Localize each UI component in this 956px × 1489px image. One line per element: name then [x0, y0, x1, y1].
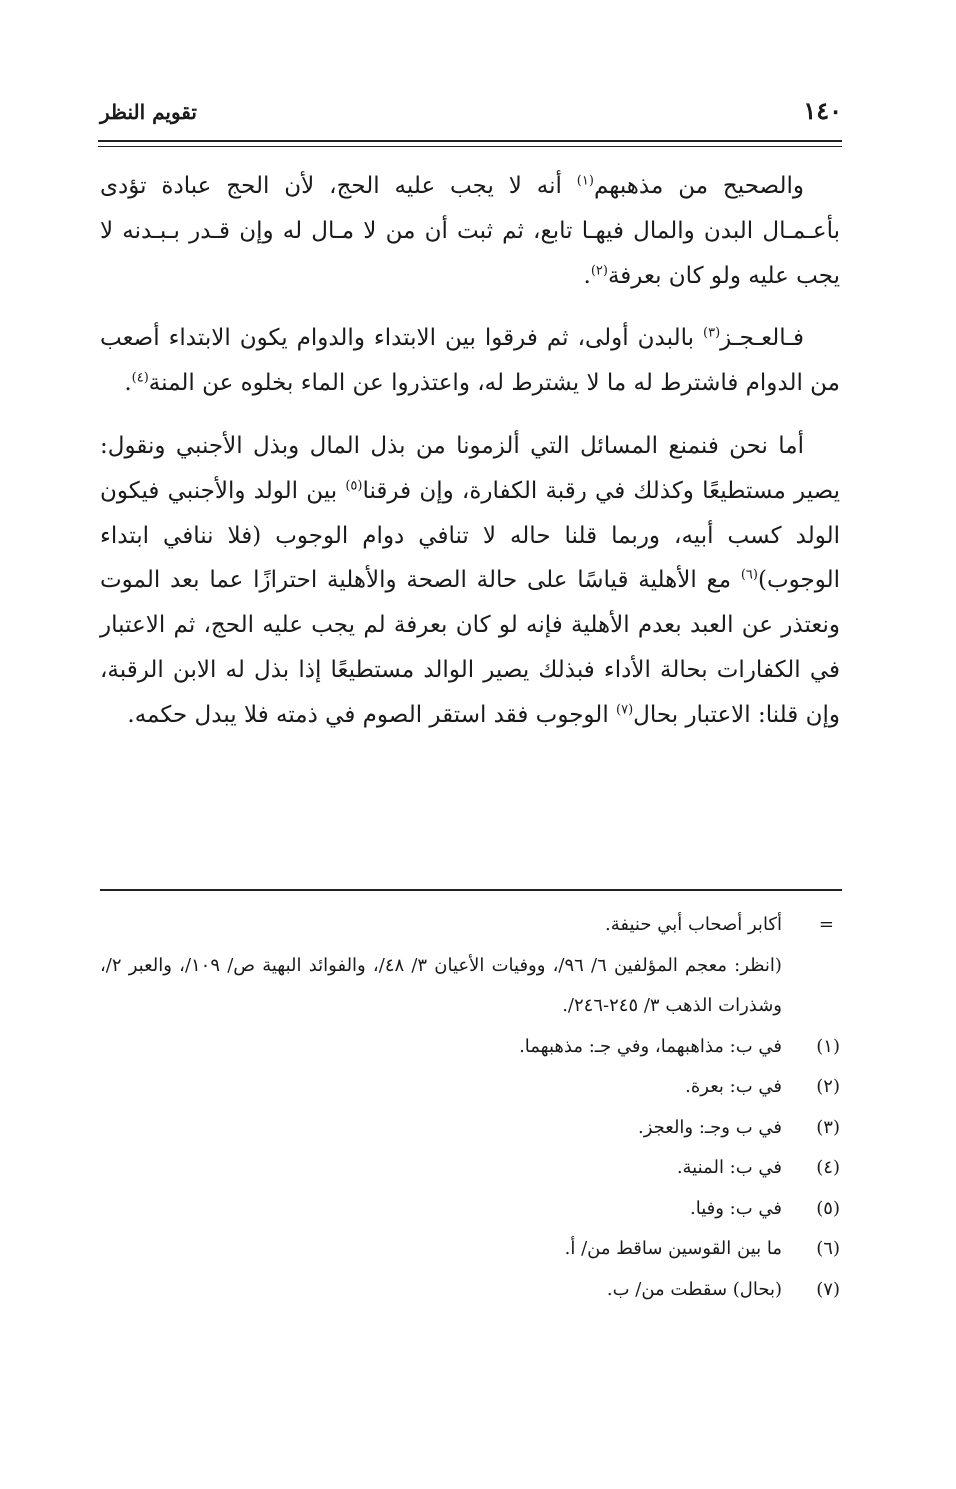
- paragraph-text: بين الولد والأجنبي فيكون الولد كسب أبيه، وربما قلنا حاله لا تنافي دوام الوجوب (فلا ننافي ابتداء الوجوب): [100, 477, 840, 594]
- paragraph-2: [100, 316, 840, 406]
- footnote-text: في ب: وفيا.: [690, 1197, 782, 1219]
- page-header: [100, 96, 842, 136]
- footnote-text: (بحال) سقطت من/ ب.: [606, 1278, 782, 1300]
- footnote-reference-block: [100, 946, 840, 1027]
- footnote-item: [100, 1229, 840, 1270]
- continuation-mark: =: [818, 914, 834, 935]
- running-title: تقويم النظر: [100, 100, 197, 124]
- footnote-number: (٣): [816, 1116, 840, 1138]
- paragraph-text: أما نحن فنمنع المسائل التي ألزمونا من بذل المال وبذل الأجنبي ونقول: يصير مستطيعًا وكذلك في رقبة الكفارة، وإن فرقنا: [100, 432, 841, 504]
- footnote-ref-1: (١): [576, 173, 594, 189]
- footnotes: [100, 905, 840, 1310]
- footnote-continuation: [100, 905, 840, 946]
- footnote-text: في ب: المنية.: [676, 1157, 782, 1178]
- paragraph-text: فـالعـجـز: [720, 325, 804, 352]
- footnote-ref-4: (٤): [131, 370, 149, 386]
- paragraph-text: والصحيح من مذهبهم: [593, 173, 804, 199]
- footnote-number: (٧): [816, 1278, 840, 1300]
- footnote-number: (٥): [816, 1197, 840, 1219]
- footnote-text: في ب: مذاهبهما، وفي جـ: مذهبهما.: [519, 1035, 782, 1057]
- paragraph-text: .: [124, 370, 132, 397]
- footnote-item: [100, 1270, 840, 1311]
- footnote-number: (٤): [816, 1157, 840, 1178]
- footnote-ref-2: (٢): [590, 262, 608, 278]
- paragraph-text: الوجوب فقد استقر الصوم في ذمته فلا يبدل حكمه.: [127, 701, 617, 728]
- paragraph-text: مع الأهلية قياسًا على حالة الصحة والأهلية احترازًا عما بعد الموت ونعتذر عن العبد بعدم الأهلية فإنه لو كان بعرفة لم يجب عليه الحج، ثم الاعتبار في الكفارات بحالة الأداء فبذلك يصير الوالد مستطيعًا إذا بذل له الابن الرقبة، وإن قلنا: الاعتبار بحال: [100, 567, 840, 728]
- page-number: ١٤٠: [803, 96, 842, 125]
- paragraph-text: .: [583, 262, 591, 289]
- paragraph-text: أنه لا يجب عليه الحج، لأن الحج عبادة تؤدى بأعـمـال البدن والمال فيهـا تابع، ثم ثبت أن من لا مـال له وإن قـدر بـبـدنه لا يجب عليه ولو كان بعرفة: [100, 173, 840, 289]
- footnote-item: [100, 1067, 840, 1108]
- paragraph-3: [100, 424, 840, 738]
- footnote-item: [100, 1027, 840, 1068]
- footnote-ref-3: (٣): [703, 325, 721, 341]
- footnote-number: (١): [816, 1035, 840, 1057]
- header-rule: [98, 140, 842, 147]
- paragraph-1: [100, 164, 840, 298]
- footnote-ref-6: (٦): [740, 567, 758, 583]
- paragraph-text: بالبدن أولى، ثم فرقوا بين الابتداء والدوام يكون الابتداء أصعب من الدوام فاشترط له ما لا يشترط له، واعتذروا عن الماء بخلوه عن المنة: [100, 325, 840, 397]
- footnote-text: أكابر أصحاب أبي حنيفة.: [605, 914, 782, 935]
- footnote-rule: [100, 889, 842, 891]
- footnote-ref-7: (٧): [616, 702, 634, 718]
- footnote-item: [100, 1148, 840, 1189]
- footnote-ref-5: (٥): [345, 478, 363, 494]
- footnote-number: (٢): [816, 1076, 840, 1097]
- main-text: [100, 164, 840, 738]
- footnote-text: في ب: بعرة.: [685, 1076, 782, 1097]
- footnote-item: [100, 1108, 840, 1149]
- footnote-number: (٦): [816, 1238, 840, 1259]
- footnote-text: في ب وجـ: والعجز.: [637, 1116, 782, 1138]
- footnote-item: [100, 1189, 840, 1230]
- footnote-text: (انظر: معجم المؤلفين ٦/ ٩٦/، ووفيات الأعيان ٣/ ٤٨/، والفوائد البهية ص/ ١٠٩/، والعبر ٢/، وشذرات الذهب ٣/ ٢٤٥-٢٤٦/.: [100, 954, 782, 1016]
- footnote-text: ما بين القوسين ساقط من/ أ.: [564, 1238, 782, 1259]
